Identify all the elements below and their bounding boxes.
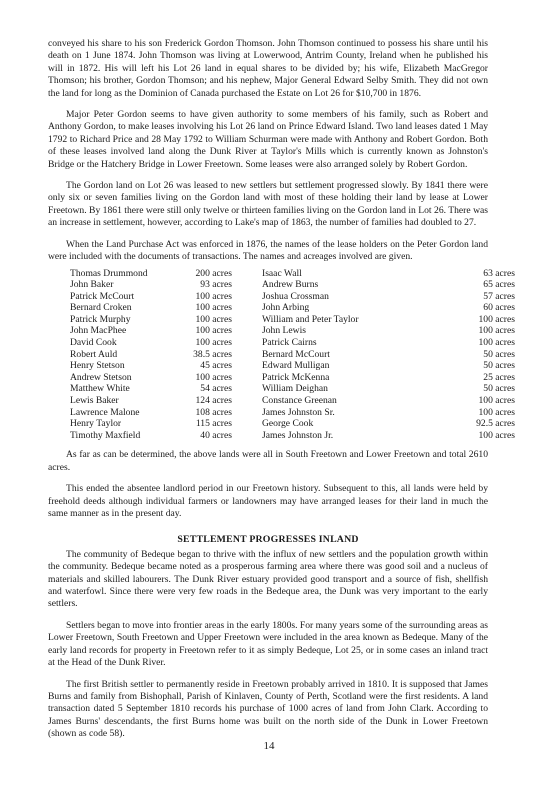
table-row — [70, 360, 515, 372]
lease-holder-acres: 50 acres — [483, 360, 515, 372]
lease-holder-acres: 25 acres — [483, 371, 515, 383]
paragraph: This ended the absentee landlord period in our Freetown history. Subsequent to this, all lands were held by freehold deeds although individual farmers or landowners may have arranged leases for their land in much the same manner as in the present day. — [48, 483, 488, 520]
paragraph: The first British settler to permanently reside in Freetown probably arrived in 1810. It is supposed that James Burns and family from Bishophall, Parish of Kinlaven, County of Perth, Scotland were the first residents. A land transaction dated 5 September 1810 records his purchase of 1000 acres of land from John Clark. According to James Burns' descendants, the first Burns home was built on the north side of the Dunk in Lower Freetown (shown as code 58). — [48, 678, 488, 740]
lease-holder-acres: 38.5 acres — [193, 348, 232, 360]
lease-holder-acres: 100 acres — [195, 371, 232, 383]
lease-holder-acres: 65 acres — [483, 279, 515, 291]
lease-holder-acres: 100 acres — [478, 395, 515, 407]
lease-holder-name: Patrick McCourt — [70, 290, 135, 302]
lease-holder-acres: 200 acres — [195, 267, 232, 279]
table-row — [70, 372, 515, 384]
table-row — [70, 383, 515, 395]
table-row — [70, 279, 515, 291]
lease-holder-acres: 50 acres — [483, 383, 515, 395]
lease-holder-name: Patrick Murphy — [70, 313, 131, 325]
lease-holder-acres: 54 acres — [200, 383, 232, 395]
lease-holder-acres: 50 acres — [483, 348, 515, 360]
lease-holder-name: Isaac Wall — [262, 267, 302, 279]
lease-holder-acres: 115 acres — [195, 418, 232, 430]
lease-holder-name: James Johnston Jr. — [262, 429, 334, 441]
lease-holder-name: George Cook — [262, 418, 314, 430]
lease-holder-name: John Baker — [70, 279, 114, 291]
lease-holder-name: Henry Taylor — [70, 418, 122, 430]
lease-holder-acres: 100 acres — [195, 290, 232, 302]
paragraph: When the Land Purchase Act was enforced in 1876, the names of the lease holders on the Peter Gordon land were included with the documents of transactions. The names and acreages involved are given. — [48, 238, 488, 263]
lease-holder-acres: 40 acres — [200, 429, 232, 441]
table-row — [70, 349, 515, 361]
lease-holder-name: John MacPhee — [70, 325, 127, 337]
lease-holder-name: Henry Stetson — [70, 360, 125, 372]
lease-holders-table — [70, 268, 515, 442]
lease-holder-name: John Arbing — [262, 302, 310, 314]
lease-holder-acres: 100 acres — [478, 337, 515, 349]
lease-holder-acres: 57 acres — [483, 290, 515, 302]
lease-holder-acres: 63 acres — [483, 267, 515, 279]
lease-holder-acres: 60 acres — [483, 302, 515, 314]
lease-holder-acres: 92.5 acres — [476, 418, 515, 430]
table-row — [70, 337, 515, 349]
paragraph: Settlers began to move into frontier areas in the early 1800s. For many years some of the surrounding areas as Lower Freetown, South Freetown and Upper Freetown were included in the area known as Bedeque. Many of the early land records for property in Freetown refer to it as simply Bedeque, Lot 25, or in some cases an inland tract at the Head of the Dunk River. — [48, 619, 489, 669]
paragraph: Major Peter Gordon seems to have given authority to some members of his family, such as Robert and Anthony Gordon, to make leases involving his Lot 26 land on Prince Edward Island. Two land leases dated 1 May 1792 to Richard Price and 28 May 1792 to William Schurman were made with Anthony and Robert Gordon. Both of these leases involved land along the Dunk River at Taylor's Mills which is currently known as Johnston's Bridge or the Hatchery Bridge in Lower Freetown. Some leases were also arranged solely by Robert Gordon. — [48, 109, 488, 170]
lease-holder-acres: 100 acres — [195, 313, 232, 325]
lease-holder-name: Bernard Croken — [70, 302, 132, 314]
table-row — [70, 430, 515, 442]
lease-holder-name: William Deighan — [262, 383, 328, 395]
table-row — [70, 314, 515, 326]
lease-holder-name: Thomas Drummond — [70, 267, 148, 279]
table-row — [70, 395, 515, 407]
table-row — [70, 418, 515, 430]
lease-holder-name: Patrick Cairns — [262, 337, 317, 349]
lease-holder-acres: 100 acres — [478, 429, 515, 441]
section-heading: SETTLEMENT PROGRESSES INLAND — [177, 534, 359, 546]
lease-holder-name: John Lewis — [262, 325, 306, 337]
lease-holder-name: Andrew Stetson — [70, 371, 132, 383]
table-row — [70, 302, 515, 314]
paragraph: The Gordon land on Lot 26 was leased to new settlers but settlement progressed slowly. By 1841 there were only six or seven families living on the Gordon land with most of these holding their land by lease at Lower Freetown. By 1861 there were still only twelve or thirteen families living on the Gordon land in Lot 26. There was an increase in settlement, however, according to Lake's map of 1863, the number of families had doubled to 27. — [48, 180, 488, 229]
lease-holder-acres: 45 acres — [200, 360, 232, 372]
lease-holder-name: Timothy Maxfield — [70, 429, 141, 441]
lease-holder-name: James Johnston Sr. — [262, 406, 335, 418]
lease-holder-name: Patrick McKenna — [262, 371, 330, 383]
lease-holder-acres: 100 acres — [478, 313, 515, 325]
lease-holder-name: Lewis Baker — [70, 395, 119, 407]
lease-holder-acres: 108 acres — [195, 406, 232, 418]
lease-holder-name: Lawrence Malone — [70, 406, 140, 418]
lease-holder-acres: 100 acres — [195, 302, 232, 314]
lease-holder-name: Bernard McCourt — [262, 348, 330, 360]
table-row — [70, 268, 515, 280]
lease-holder-acres: 100 acres — [195, 337, 232, 349]
lease-holder-name: Andrew Burns — [262, 279, 319, 291]
lease-holder-acres: 100 acres — [478, 325, 515, 337]
lease-holder-name: Edward Mulligan — [262, 360, 330, 372]
lease-holder-name: Robert Auld — [70, 348, 118, 360]
table-row — [70, 291, 515, 303]
paragraph: The community of Bedeque began to thrive with the influx of new settlers and the population growth within the community. Bedeque became noted as a prosperous farming area where there was good soil and a nucleus of materials and skilled labourers. The Dunk River estuary provided good transport and a source of fish, shellfish and waterfowl. Since there were very few roads in the Bedeque area, the Dunk was very important to the early settlers. — [48, 548, 488, 610]
paragraph: conveyed his share to his son Frederick Gordon Thomson. John Thomson continued to possess his share until his death on 1 June 1874. John Thomson was living at Lowerwood, Antrim County, Ireland when he published his will in 1872. His will left his Lot 26 land in equal shares to be divided by; his wife, Elizabeth MacGregor Thomson; his brother, Gordon Thomson; and his nephew, Major General Edward Selby Smith. They did not own the land for long as the Dominion of Canada purchased the Estate on Lot 26 for $10,700 in 1876. — [48, 38, 488, 99]
lease-holder-name: Joshua Crossman — [262, 290, 329, 302]
lease-holder-name: Constance Greenan — [262, 395, 337, 407]
lease-holder-acres: 100 acres — [195, 325, 232, 337]
lease-holder-acres: 100 acres — [478, 406, 515, 418]
lease-holder-name: Matthew White — [70, 383, 130, 395]
table-row — [70, 325, 515, 337]
lease-holder-name: David Cook — [70, 337, 117, 349]
lease-holder-acres: 93 acres — [200, 279, 232, 291]
lease-holder-acres: 124 acres — [195, 395, 232, 407]
table-row — [70, 407, 515, 419]
lease-holder-name: William and Peter Taylor — [262, 313, 359, 325]
page-number: 14 — [263, 740, 275, 752]
paragraph: As far as can be determined, the above lands were all in South Freetown and Lower Freetown and total 2610 acres. — [48, 449, 488, 473]
